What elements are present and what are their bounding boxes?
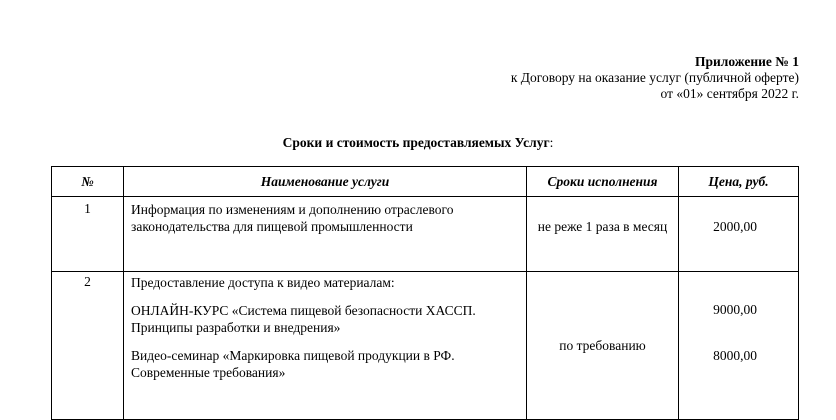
document-title-suffix: : xyxy=(549,135,554,150)
service-item-seminar: Видео-семинар «Маркировка пищевой продукции в РФ. Современные требования» xyxy=(131,348,455,380)
row-price: 2000,00 xyxy=(679,197,799,272)
services-table xyxy=(51,166,799,420)
header-price: Цена, руб. xyxy=(679,167,799,197)
service-intro: Предоставление доступа к видео материалам: xyxy=(131,275,395,290)
row-term: не реже 1 раза в месяц xyxy=(527,197,679,272)
table-row xyxy=(52,197,799,272)
row-term: по требованию xyxy=(527,272,679,420)
table-row xyxy=(52,272,799,420)
appendix-date-line: от «01» сентября 2022 г. xyxy=(660,86,799,101)
document-title xyxy=(0,135,836,151)
appendix-heading: Приложение № 1 xyxy=(695,54,799,69)
document-title-text: Сроки и стоимость предоставляемых Услуг xyxy=(282,135,550,150)
row-service-name xyxy=(124,272,527,420)
appendix-header xyxy=(511,54,799,102)
row-prices xyxy=(679,272,799,420)
header-service-name: Наименование услуги xyxy=(124,167,527,197)
row-number: 2 xyxy=(52,272,124,420)
header-term: Сроки исполнения xyxy=(527,167,679,197)
price-course: 9000,00 xyxy=(713,302,757,317)
row-service-name: Информация по изменениям и дополнению отраслевого законодательства для пищевой промышленности xyxy=(124,197,527,272)
appendix-contract-line: к Договору на оказание услуг (публичной оферте) xyxy=(510,70,799,85)
price-seminar: 8000,00 xyxy=(713,348,757,363)
service-item-course: ОНЛАЙН-КУРС «Система пищевой безопасности ХАССП. Принципы разработки и внедрения» xyxy=(131,303,476,335)
row-number: 1 xyxy=(52,197,124,272)
header-number: № xyxy=(52,167,124,197)
table-header-row xyxy=(52,167,799,197)
